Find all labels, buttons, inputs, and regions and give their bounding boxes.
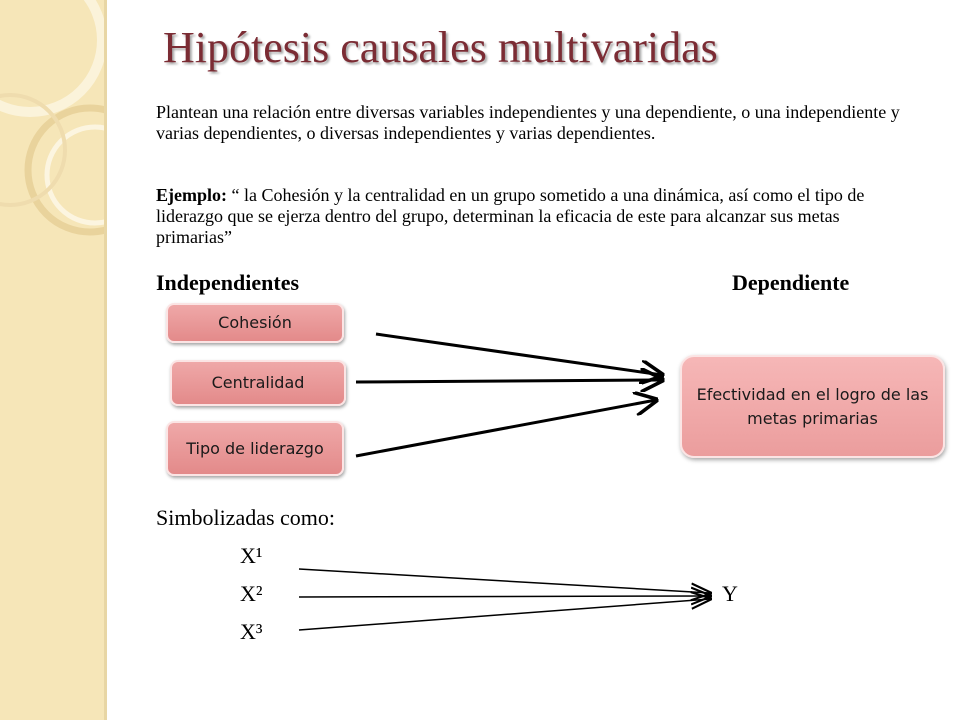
dependent-variable-box: Efectividad en el logro de las metas primarias — [680, 355, 945, 458]
symbol-y: Y — [722, 581, 738, 606]
arrow-centralidad — [356, 380, 662, 382]
independents-heading: Independientes — [156, 270, 300, 295]
arrow-liderazgo — [356, 400, 656, 456]
example-label: Ejemplo: — [156, 185, 227, 205]
variable-tipo-liderazgo: Tipo de liderazgo — [166, 421, 344, 476]
arrow-x1 — [299, 569, 710, 593]
symbol-heading: Simbolizadas como: — [156, 505, 336, 530]
symbol-x1: X¹ — [240, 543, 263, 568]
arrow-cohesion — [376, 334, 662, 375]
slide-title: Hipótesis causales multivaridas — [163, 23, 718, 72]
variable-centralidad: Centralidad — [170, 360, 346, 406]
example-text: “ la Cohesión y la centralidad en un grupo sometido a una dinámica, así como el tipo de liderazgo que se ejerza dentro del grupo, determinan la eficacia de este para alcanzar sus metas primarias” — [156, 185, 865, 247]
variable-cohesion: Cohesión — [166, 303, 344, 343]
arrow-x3 — [299, 599, 710, 630]
dependent-heading: Dependiente — [732, 270, 850, 295]
symbol-x3: X³ — [240, 619, 263, 644]
description-text: Plantean una relación entre diversas variables independientes y una dependiente, o una independiente y varias dependientes, o diversas independientes y varias dependientes. — [156, 102, 900, 143]
arrow-x2 — [299, 596, 710, 597]
symbol-x2: X² — [240, 581, 263, 606]
